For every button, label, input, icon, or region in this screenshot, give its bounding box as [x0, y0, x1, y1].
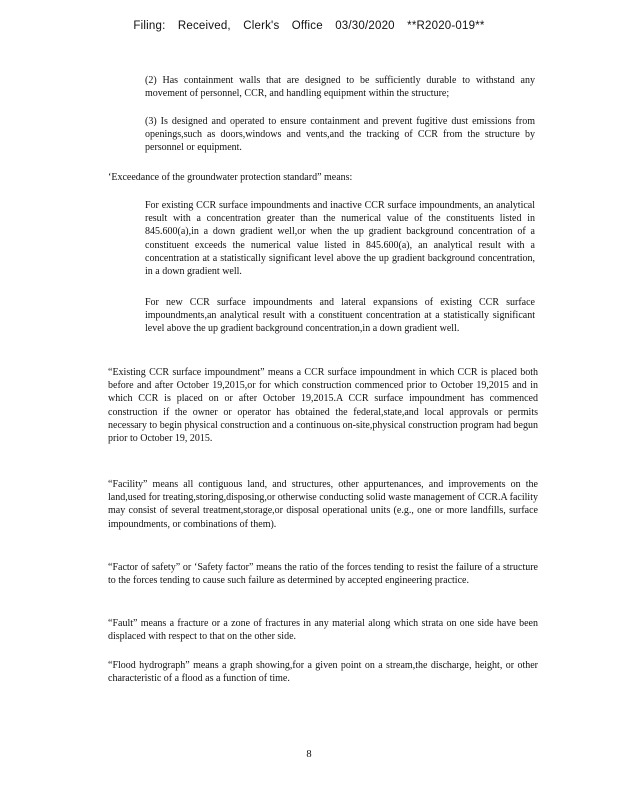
- definition-existing-ccr-surface-impoundment: “Existing CCR surface impoundment” means a CCR surface impoundment in which CCR is placed both before and after October 19,2015,or for which construction commenced prior to October 19,2015 and in which CCR is placed on or after October 19,2015.A CCR surface impoundment has commenced construction if the owner or operator has obtained the federal,state,and local approvals or permits necessary to begin physical construction and a continuous on-site,physical construction program had begun prior to October 19, 2015.: [108, 367, 538, 445]
- paragraph-containment-walls: (2) Has containment walls that are designed to be sufficiently durable to withstand any movement of personnel, CCR, and handling equipment within the structure;: [145, 75, 535, 100]
- paragraph-existing-impoundments: For existing CCR surface impoundments and inactive CCR surface impoundments, an analytical result with a concentration greater than the numerical value of the constituents listed in 845.600(a),in a down gradient well,or when the up gradient background concentration of a constituent exceeds the numerical value listed in 845.600(a), an analytical result with a concentration at a statistically significant level above the up gradient background concentration, in a down gradient well.: [145, 200, 535, 278]
- definition-exceedance-heading: ‘Exceedance of the groundwater protection standard” means:: [108, 172, 353, 183]
- definition-fault: “Fault” means a fracture or a zone of fractures in any material along which strata on one side have been displaced with respect to that on the other side.: [108, 618, 538, 643]
- paragraph-new-impoundments: For new CCR surface impoundments and lateral expansions of existing CCR surface impoundments,an analytical result with a constituent concentration at a statistically significant level above the up gradient background concentration,in a down gradient well.: [145, 297, 535, 335]
- definition-flood-hydrograph: “Flood hydrograph” means a graph showing,for a given point on a stream,the discharge, height, or other characteristic of a flood as a function of time.: [108, 660, 538, 685]
- paragraph-dust-emissions: (3) Is designed and operated to ensure containment and prevent fugitive dust emissions from openings,such as doors,windows and vents,and the tracking of CCR from the structure by personnel or equipment.: [145, 116, 535, 154]
- filing-header: Filing: Received, Clerk's Office 03/30/2020 **R2020-019**: [133, 20, 485, 32]
- page-number: 8: [306, 749, 312, 760]
- definition-factor-of-safety: “Factor of safety” or ‘Safety factor” means the ratio of the forces tending to resist the failure of a structure to the forces tending to cause such failure as determined by accepted engineering practice.: [108, 562, 538, 587]
- definition-facility: “Facility” means all contiguous land, and structures, other appurtenances, and improvements on the land,used for treating,storing,disposing,or otherwise conducting solid waste management of CCR.A facility may consist of several treatment,storage,or disposal operational units (e.g., one or more landfills, surface impoundments, or combinations of them).: [108, 479, 538, 530]
